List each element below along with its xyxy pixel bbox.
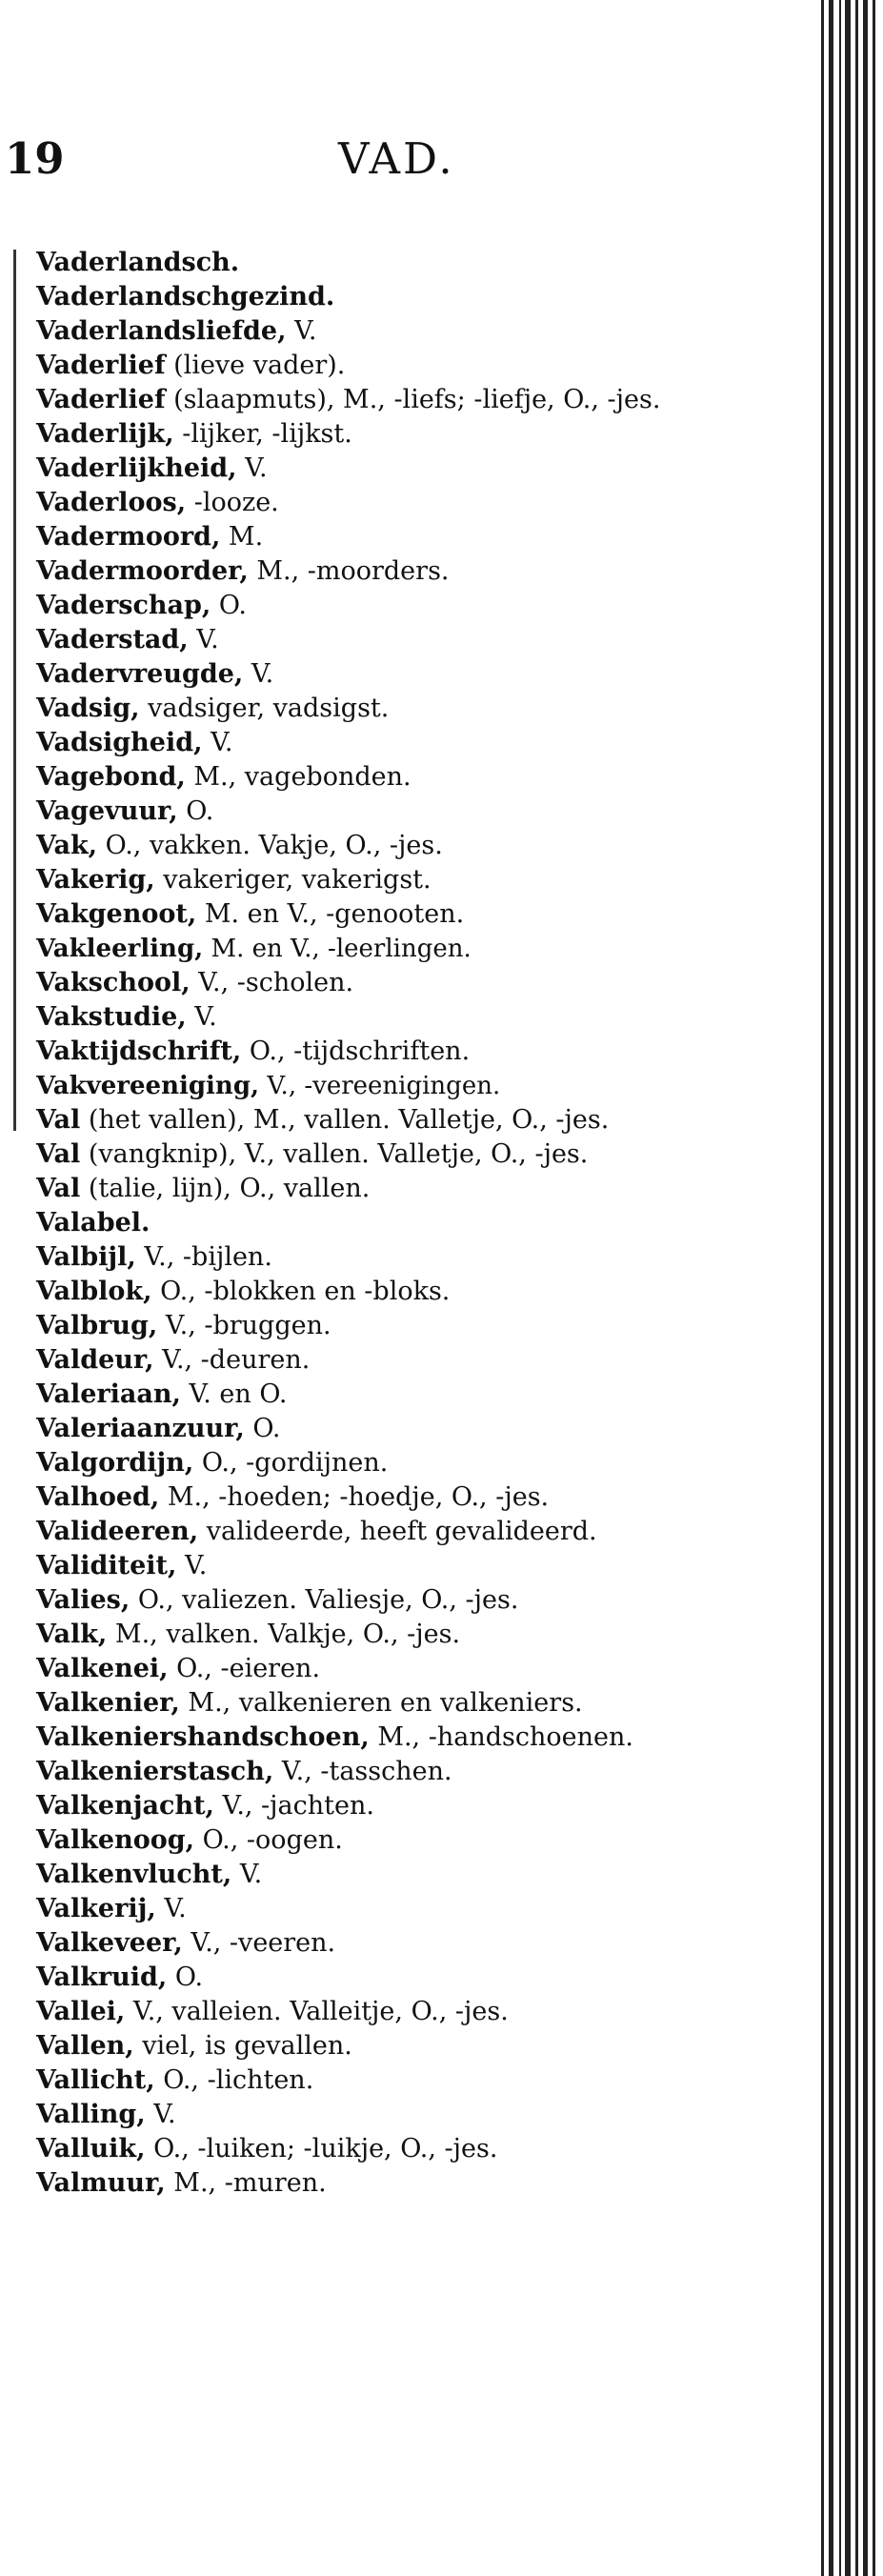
dictionary-entry bbox=[36, 1412, 724, 1446]
entry-definition: O. bbox=[167, 1962, 204, 1992]
entry-definition: V. bbox=[231, 1860, 263, 1889]
entry-headword: Vakschool, bbox=[36, 968, 191, 997]
dictionary-entry bbox=[36, 1618, 724, 1652]
dictionary-entry bbox=[36, 2132, 724, 2166]
entry-headword: Val bbox=[36, 1174, 81, 1203]
entry-headword: Valeriaanzuur, bbox=[36, 1414, 245, 1443]
entry-headword: Valling, bbox=[36, 2100, 146, 2129]
entry-headword: Vaderschap, bbox=[36, 591, 211, 620]
dictionary-entry bbox=[36, 2098, 724, 2132]
entry-headword: Vaderstad, bbox=[36, 625, 189, 654]
entry-headword: Valkenvlucht, bbox=[36, 1860, 232, 1889]
dictionary-entry bbox=[36, 1652, 724, 1686]
entry-definition: O., -gordijnen. bbox=[193, 1448, 389, 1478]
entry-definition: M. en V., -leerlingen. bbox=[203, 935, 472, 963]
entry-definition: O., vakken. Vakje, O., -jes. bbox=[97, 831, 443, 860]
entry-headword: Vagebond, bbox=[36, 762, 186, 792]
dictionary-entry bbox=[36, 1069, 724, 1103]
entry-definition: M., -muren. bbox=[165, 2168, 327, 2198]
dictionary-entry bbox=[36, 932, 724, 966]
entry-headword: Vagevuur, bbox=[36, 796, 178, 826]
entry-definition: V., -tasschen. bbox=[273, 1757, 452, 1786]
margin-rule bbox=[13, 250, 16, 1131]
entry-definition: V., -jachten. bbox=[213, 1791, 374, 1821]
entry-headword: Vaktijdschrift, bbox=[36, 1036, 242, 1066]
entry-definition: O., valiezen. Valiesje, O., -jes. bbox=[130, 1585, 519, 1615]
entry-definition: vakeriger, vakerigst. bbox=[154, 865, 431, 895]
dictionary-entry bbox=[36, 1103, 724, 1137]
dictionary-entry bbox=[36, 349, 724, 383]
entry-headword: Vakstudie, bbox=[36, 1002, 187, 1032]
dictionary-entry bbox=[36, 1721, 724, 1755]
entry-definition: V., valleien. Valleitje, O., -jes. bbox=[125, 1997, 509, 2026]
entry-headword: Valkenjacht, bbox=[36, 1791, 214, 1821]
dictionary-entry bbox=[36, 417, 724, 452]
entry-headword: Validiteit, bbox=[36, 1551, 177, 1580]
entry-definition: (slaapmuts), M., -liefs; -liefje, O., -jes. bbox=[165, 385, 661, 414]
dictionary-entry bbox=[36, 520, 724, 554]
entry-definition: O., -tijdschriften. bbox=[241, 1036, 471, 1066]
dictionary-entry bbox=[36, 1961, 724, 1995]
entry-definition: V., -veeren. bbox=[182, 1928, 336, 1958]
dictionary-entry bbox=[36, 692, 724, 726]
entry-headword: Valkruid, bbox=[36, 1962, 168, 1992]
dictionary-entry bbox=[36, 1137, 724, 1172]
page-number: 19 bbox=[5, 133, 65, 184]
entry-definition: V., -bruggen. bbox=[157, 1311, 331, 1340]
entry-headword: Valabel. bbox=[36, 1208, 151, 1238]
entry-definition: V. bbox=[176, 1551, 208, 1580]
dictionary-entry bbox=[36, 2063, 724, 2098]
dictionary-entry bbox=[36, 1823, 724, 1858]
entry-headword: Valbrug, bbox=[36, 1311, 158, 1340]
dictionary-entry bbox=[36, 2166, 724, 2201]
entry-headword: Valeriaan, bbox=[36, 1379, 181, 1409]
dictionary-entry bbox=[36, 897, 724, 932]
entry-definition: O., -lichten. bbox=[154, 2065, 314, 2095]
entry-headword: Vakvereeniging, bbox=[36, 1072, 260, 1100]
dictionary-entry bbox=[36, 795, 724, 829]
dictionary-entry bbox=[36, 829, 724, 863]
entry-definition: M., vagebonden. bbox=[185, 762, 411, 792]
dictionary-entry bbox=[36, 726, 724, 760]
entry-headword: Valkenei, bbox=[36, 1654, 169, 1683]
dictionary-entry bbox=[36, 1309, 724, 1343]
dictionary-entry bbox=[36, 2029, 724, 2063]
entry-headword: Valkerij, bbox=[36, 1894, 156, 1923]
entry-definition: valideerde, heeft gevalideerd. bbox=[198, 1517, 597, 1546]
dictionary-entry bbox=[36, 1686, 724, 1721]
entry-headword: Vakgenoot, bbox=[36, 899, 197, 929]
entry-headword: Vakerig, bbox=[36, 865, 155, 895]
dictionary-entry bbox=[36, 280, 724, 314]
dictionary-entry bbox=[36, 246, 724, 280]
entry-definition: O. bbox=[211, 591, 248, 620]
page-binding-edge bbox=[797, 0, 883, 2576]
entry-definition: M. bbox=[220, 522, 264, 552]
entry-definition: (talie, lijn), O., vallen. bbox=[80, 1174, 371, 1203]
entry-definition: V. bbox=[188, 625, 219, 654]
dictionary-entry bbox=[36, 760, 724, 795]
dictionary-entry bbox=[36, 1206, 724, 1240]
dictionary-entry bbox=[36, 1240, 724, 1275]
dictionary-entry bbox=[36, 1549, 724, 1583]
entry-definition: (vangknip), V., vallen. Valletje, O., -jes. bbox=[80, 1139, 589, 1169]
entry-definition: M., valken. Valkje, O., -jes. bbox=[107, 1620, 461, 1649]
entry-headword: Vallen, bbox=[36, 2031, 134, 2061]
dictionary-entry bbox=[36, 863, 724, 897]
dictionary-entry bbox=[36, 554, 724, 589]
entry-headword: Vaderlijk, bbox=[36, 419, 174, 449]
entry-headword: Vallicht, bbox=[36, 2065, 155, 2095]
entry-definition: (het vallen), M., vallen. Valletje, O., -jes. bbox=[80, 1105, 610, 1135]
entry-headword: Valmuur, bbox=[36, 2168, 166, 2198]
entry-definition: M. en V., -genooten. bbox=[196, 899, 465, 929]
entry-definition: O., -oogen. bbox=[194, 1825, 343, 1855]
entry-definition: O. bbox=[177, 796, 214, 826]
entry-headword: Vaderlandsch. bbox=[36, 248, 240, 277]
dictionary-entries bbox=[36, 246, 724, 2201]
entry-headword: Valkeveer, bbox=[36, 1928, 183, 1958]
entry-headword: Valkenierstasch, bbox=[36, 1757, 274, 1786]
dictionary-entry bbox=[36, 1035, 724, 1069]
dictionary-entry bbox=[36, 589, 724, 623]
entry-definition: O. bbox=[244, 1414, 281, 1443]
entry-headword: Vaderlandschgezind. bbox=[36, 282, 335, 312]
dictionary-entry bbox=[36, 383, 724, 417]
entry-headword: Valhoed, bbox=[36, 1482, 160, 1512]
entry-definition: V. bbox=[155, 1894, 187, 1923]
entry-definition: (lieve vader). bbox=[165, 351, 346, 380]
entry-definition: M., -moorders. bbox=[248, 556, 450, 586]
running-head: VAD. bbox=[338, 133, 455, 184]
entry-headword: Vadsigheid, bbox=[36, 728, 203, 757]
dictionary-entry bbox=[36, 1172, 724, 1206]
entry-definition: O., -luiken; -luikje, O., -jes. bbox=[145, 2134, 498, 2163]
entry-definition: V., -vereenigingen. bbox=[259, 1072, 501, 1100]
dictionary-entry bbox=[36, 623, 724, 657]
entry-headword: Vakleerling, bbox=[36, 935, 204, 963]
entry-definition: vadsiger, vadsigst. bbox=[139, 694, 390, 723]
dictionary-entry bbox=[36, 1515, 724, 1549]
entry-headword: Valkenoog, bbox=[36, 1825, 195, 1855]
entry-headword: Vaderloos, bbox=[36, 488, 187, 517]
dictionary-entry bbox=[36, 1378, 724, 1412]
entry-headword: Vadermoord, bbox=[36, 522, 221, 552]
entry-headword: Vadsig, bbox=[36, 694, 140, 723]
entry-definition: V. en O. bbox=[180, 1379, 288, 1409]
entry-headword: Valkenier, bbox=[36, 1688, 180, 1718]
entry-headword: Val bbox=[36, 1105, 81, 1135]
dictionary-entry bbox=[36, 1892, 724, 1926]
entry-headword: Valies, bbox=[36, 1585, 130, 1615]
entry-definition: V. bbox=[286, 316, 317, 346]
entry-definition: V. bbox=[243, 659, 274, 689]
entry-definition: V., -scholen. bbox=[190, 968, 354, 997]
entry-headword: Valdeur, bbox=[36, 1345, 154, 1375]
dictionary-entry bbox=[36, 1858, 724, 1892]
dictionary-entry bbox=[36, 1926, 724, 1961]
dictionary-entry bbox=[36, 1995, 724, 2029]
entry-headword: Valbijl, bbox=[36, 1242, 136, 1272]
entry-definition: V. bbox=[236, 453, 268, 483]
entry-headword: Vadervreugde, bbox=[36, 659, 244, 689]
entry-headword: Vaderlijkheid, bbox=[36, 453, 237, 483]
dictionary-entry bbox=[36, 966, 724, 1000]
entry-headword: Valblok, bbox=[36, 1277, 152, 1306]
entry-headword: Vadermoorder, bbox=[36, 556, 249, 586]
entry-headword: Vaderlandsliefde, bbox=[36, 316, 287, 346]
dictionary-entry bbox=[36, 1343, 724, 1378]
dictionary-entry bbox=[36, 1446, 724, 1480]
entry-headword: Vallei, bbox=[36, 1997, 126, 2026]
entry-headword: Valk, bbox=[36, 1620, 108, 1649]
dictionary-entry bbox=[36, 1789, 724, 1823]
entry-headword: Vak, bbox=[36, 831, 98, 860]
entry-headword: Valideeren, bbox=[36, 1517, 199, 1546]
entry-headword: Valgordijn, bbox=[36, 1448, 194, 1478]
entry-definition: viel, is gevallen. bbox=[133, 2031, 352, 2061]
entry-headword: Vaderlief bbox=[36, 351, 166, 380]
dictionary-entry bbox=[36, 1275, 724, 1309]
dictionary-entry bbox=[36, 1583, 724, 1618]
dictionary-entry bbox=[36, 452, 724, 486]
dictionary-entry bbox=[36, 1000, 724, 1035]
entry-definition: M., valkenieren en valkeniers. bbox=[179, 1688, 583, 1718]
dictionary-entry bbox=[36, 314, 724, 349]
entry-definition: V., -bijlen. bbox=[135, 1242, 272, 1272]
entry-definition: V., -deuren. bbox=[153, 1345, 311, 1375]
entry-headword: Valluik, bbox=[36, 2134, 146, 2163]
entry-definition: V. bbox=[202, 728, 233, 757]
entry-headword: Valkeniershandschoen, bbox=[36, 1722, 370, 1752]
dictionary-entry bbox=[36, 1755, 724, 1789]
entry-definition: O., -eieren. bbox=[168, 1654, 321, 1683]
entry-definition: M., -hoeden; -hoedje, O., -jes. bbox=[159, 1482, 550, 1512]
entry-definition: -lijker, -lijkst. bbox=[173, 419, 352, 449]
dictionary-entry bbox=[36, 1480, 724, 1515]
entry-definition: -looze. bbox=[186, 488, 279, 517]
dictionary-entry bbox=[36, 657, 724, 692]
entry-definition: V. bbox=[145, 2100, 176, 2129]
dictionary-entry bbox=[36, 486, 724, 520]
entry-definition: M., -handschoenen. bbox=[369, 1722, 633, 1752]
entry-definition: O., -blokken en -bloks. bbox=[151, 1277, 451, 1306]
entry-headword: Vaderlief bbox=[36, 385, 166, 414]
entry-headword: Val bbox=[36, 1139, 81, 1169]
entry-definition: V. bbox=[186, 1002, 217, 1032]
